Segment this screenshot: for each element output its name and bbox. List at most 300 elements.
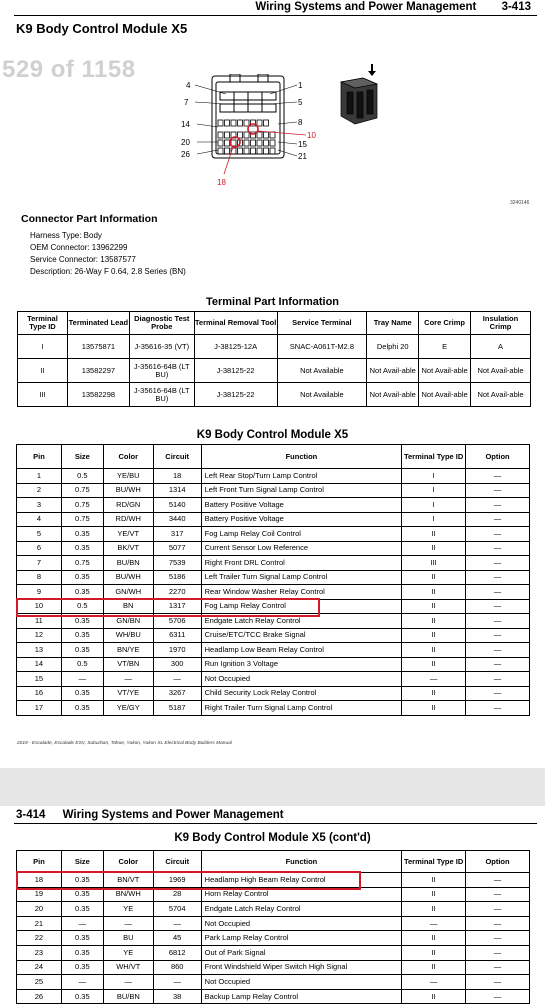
table-cell: 5187 <box>153 701 201 716</box>
table-cell: 16 <box>17 686 62 701</box>
table-cell: 0.35 <box>61 931 103 946</box>
connector-part-info-title: Connector Part Information <box>21 213 158 225</box>
column-header: Circuit <box>153 851 201 873</box>
terminal-part-info-table <box>17 311 531 407</box>
table-cell: 0.35 <box>61 527 103 542</box>
table-row <box>17 902 530 917</box>
table-cell: BN/VT <box>103 873 153 888</box>
connector-label-4: 4 <box>186 81 191 90</box>
table-cell: VT/YE <box>103 686 153 701</box>
table-cell: I <box>402 498 466 513</box>
connector-cavity <box>218 148 223 154</box>
table-cell: A <box>471 335 531 359</box>
table-cell: — <box>466 570 530 585</box>
table-cell: RD/WH <box>103 512 153 527</box>
connector-label-18: 18 <box>217 178 226 187</box>
table-cell: 0.35 <box>61 887 103 902</box>
table-cell: 6812 <box>153 945 201 960</box>
table-cell: 15 <box>17 672 62 687</box>
page-header <box>14 0 537 16</box>
table-cell: — <box>466 916 530 931</box>
table-cell: BU/WH <box>103 483 153 498</box>
table-cell: 860 <box>153 960 201 975</box>
table-cell: 4 <box>17 512 62 527</box>
table-cell: — <box>466 701 530 716</box>
connector-cavity <box>264 148 269 154</box>
page-gap <box>0 768 545 806</box>
table-cell: Rear Window Washer Relay Control <box>201 585 402 600</box>
table-cell: II <box>402 599 466 614</box>
table-cell: — <box>103 672 153 687</box>
table-cell: 0.35 <box>61 570 103 585</box>
table-cell: 23 <box>17 945 62 960</box>
table-cell: Not Avail-able <box>367 359 419 383</box>
table-cell: — <box>466 469 530 484</box>
page-counter-watermark: 529 of 1158 <box>2 56 136 83</box>
table-cell: Battery Positive Voltage <box>201 512 402 527</box>
table-cell: 14 <box>17 657 62 672</box>
column-header: Color <box>103 445 153 469</box>
table-cell: RD/GN <box>103 498 153 513</box>
table-cell: II <box>402 570 466 585</box>
table-cell: J-38125-22 <box>194 359 277 383</box>
connector-cavity <box>238 132 243 138</box>
table-cell: — <box>402 975 466 990</box>
column-header: Terminal Removal Tool <box>194 312 277 335</box>
figure-id: 3240146 <box>510 200 530 206</box>
table-cell: 5077 <box>153 541 201 556</box>
table-cell: — <box>466 672 530 687</box>
table-cell: 13582297 <box>67 359 129 383</box>
table-cell: J-35616-64B (LT BU) <box>129 383 194 407</box>
table-cell: — <box>61 916 103 931</box>
table-cell: 26 <box>17 989 62 1004</box>
table-cell: J-35616-64B (LT BU) <box>129 359 194 383</box>
column-header: Pin <box>17 445 62 469</box>
table-cell: Left Trailer Turn Signal Lamp Control <box>201 570 402 585</box>
table-row <box>17 599 530 614</box>
table-cell: Left Front Turn Signal Lamp Control <box>201 483 402 498</box>
table-cell: II <box>402 643 466 658</box>
service-connector: Service Connector: 13587577 <box>30 255 136 264</box>
table-cell: YE <box>103 945 153 960</box>
table-cell: 0.35 <box>61 541 103 556</box>
table-cell: — <box>466 902 530 917</box>
table-cell: III <box>402 556 466 571</box>
table-cell: Not Available <box>277 383 367 407</box>
table-cell: — <box>153 975 201 990</box>
table-cell: J-35616-35 (VT) <box>129 335 194 359</box>
table-cell: Not Occupied <box>201 916 402 931</box>
table-cell: — <box>466 541 530 556</box>
table-cell: Run Ignition 3 Voltage <box>201 657 402 672</box>
table-row <box>17 585 530 600</box>
table-cell: — <box>466 556 530 571</box>
connector-cavity <box>270 140 275 146</box>
table-cell: 8 <box>17 570 62 585</box>
table-cell: II <box>402 989 466 1004</box>
table-cell: 5186 <box>153 570 201 585</box>
connector-cavity <box>264 120 269 126</box>
connector-cavity <box>238 148 243 154</box>
column-header: Size <box>61 851 103 873</box>
table-cell: 0.5 <box>61 657 103 672</box>
table-row <box>17 483 530 498</box>
table-cell: YE/BU <box>103 469 153 484</box>
connector-label-8: 8 <box>298 118 303 127</box>
table-cell: Park Lamp Relay Control <box>201 931 402 946</box>
table-row <box>17 512 530 527</box>
connector-face-diagram <box>170 74 320 194</box>
table-cell: II <box>402 945 466 960</box>
column-header: Insulation Crimp <box>471 312 531 335</box>
table-cell: II <box>402 887 466 902</box>
column-header: Terminal Type ID <box>18 312 68 335</box>
table-cell: 0.35 <box>61 945 103 960</box>
table-cell: Headlamp High Beam Relay Control <box>201 873 402 888</box>
table-cell: BU <box>103 931 153 946</box>
table-cell: BN/WH <box>103 887 153 902</box>
table-cell: 18 <box>17 873 62 888</box>
table-cell: — <box>466 614 530 629</box>
table-cell: 38 <box>153 989 201 1004</box>
table-cell: Child Security Lock Relay Control <box>201 686 402 701</box>
pin-table-continued <box>16 850 530 1004</box>
table-row <box>18 335 531 359</box>
table-cell: 24 <box>17 960 62 975</box>
header-page-number: 3-413 <box>501 1 531 13</box>
table-cell: — <box>466 975 530 990</box>
table-cell: — <box>466 585 530 600</box>
table-cell: Delphi 20 <box>367 335 419 359</box>
table-cell: — <box>466 989 530 1004</box>
table-cell: 0.35 <box>61 614 103 629</box>
manual-page-3-414 <box>0 806 545 1007</box>
column-header: Terminated Lead <box>67 312 129 335</box>
table-row <box>17 686 530 701</box>
column-header: Diagnostic Test Probe <box>129 312 194 335</box>
table-cell: Fog Lamp Relay Coil Control <box>201 527 402 542</box>
table-cell: 3440 <box>153 512 201 527</box>
table-cell: 2270 <box>153 585 201 600</box>
table-cell: BN <box>103 599 153 614</box>
table-row <box>17 945 530 960</box>
table-cell: 7 <box>17 556 62 571</box>
connector-label-26: 26 <box>181 150 190 159</box>
column-header: Function <box>201 445 402 469</box>
table-cell: Horn Relay Control <box>201 887 402 902</box>
table-cell: — <box>466 628 530 643</box>
connector-cavity <box>218 132 223 138</box>
table-cell: 0.35 <box>61 960 103 975</box>
table-row <box>17 960 530 975</box>
table-cell: 11 <box>17 614 62 629</box>
table-cell: 2 <box>17 483 62 498</box>
table-cell: 17 <box>17 701 62 716</box>
column-header: Size <box>61 445 103 469</box>
table-cell: 1970 <box>153 643 201 658</box>
table-cell: BN/YE <box>103 643 153 658</box>
table-cell: — <box>402 672 466 687</box>
header-page-number: 3-414 <box>16 809 46 821</box>
column-header: Tray Name <box>367 312 419 335</box>
column-header: Option <box>466 851 530 873</box>
pin-table-title: K9 Body Control Module X5 (cont'd) <box>174 832 371 844</box>
connector-cavity <box>244 148 249 154</box>
table-cell: 0.35 <box>61 585 103 600</box>
table-row <box>17 541 530 556</box>
connector-cavity <box>225 120 230 126</box>
table-row <box>17 701 530 716</box>
table-cell: 0.5 <box>61 599 103 614</box>
table-cell: 1317 <box>153 599 201 614</box>
table-cell: 10 <box>17 599 62 614</box>
terminal-part-info-title: Terminal Part Information <box>205 296 340 308</box>
column-header: Option <box>466 445 530 469</box>
table-cell: 1314 <box>153 483 201 498</box>
table-cell: 0.35 <box>61 686 103 701</box>
connector-cavity <box>225 148 230 154</box>
table-cell: Cruise/ETC/TCC Brake Signal <box>201 628 402 643</box>
table-cell: BU/WH <box>103 570 153 585</box>
table-cell: I <box>402 512 466 527</box>
connector-label-14: 14 <box>181 120 190 129</box>
page-title: K9 Body Control Module X5 <box>16 21 188 36</box>
column-header: Service Terminal <box>277 312 367 335</box>
connector-cavity <box>218 120 223 126</box>
table-cell: 12 <box>17 628 62 643</box>
connector-cavity <box>257 132 262 138</box>
insertion-arrow-icon <box>368 64 376 76</box>
table-cell: — <box>153 916 201 931</box>
oem-connector: OEM Connector: 13962299 <box>30 243 128 252</box>
table-cell: 13 <box>17 643 62 658</box>
table-cell: — <box>466 887 530 902</box>
table-cell: 0.35 <box>61 701 103 716</box>
table-cell: YE <box>103 902 153 917</box>
table-header-row <box>18 312 531 335</box>
table-row <box>17 975 530 990</box>
connector-cavity <box>225 140 230 146</box>
pin-table-title: K9 Body Control Module X5 <box>196 429 349 441</box>
connector-cavity <box>225 132 230 138</box>
table-cell: Battery Positive Voltage <box>201 498 402 513</box>
table-row <box>17 887 530 902</box>
table-cell: 1 <box>17 469 62 484</box>
column-header: Core Crimp <box>419 312 471 335</box>
table-cell: 0.75 <box>61 498 103 513</box>
connector-cavity <box>238 120 243 126</box>
table-cell: 6 <box>17 541 62 556</box>
table-cell: 5 <box>17 527 62 542</box>
table-cell: 3 <box>17 498 62 513</box>
connector-label-15: 15 <box>298 140 307 149</box>
table-cell: 13575871 <box>67 335 129 359</box>
connector-cavity <box>231 120 236 126</box>
table-cell: 0.5 <box>61 469 103 484</box>
connector-cavity <box>251 140 256 146</box>
table-cell: GN/BN <box>103 614 153 629</box>
table-cell: Not Occupied <box>201 975 402 990</box>
table-cell: I <box>18 335 68 359</box>
table-row <box>17 556 530 571</box>
table-cell: — <box>466 931 530 946</box>
table-cell: 0.35 <box>61 643 103 658</box>
table-cell: — <box>153 672 201 687</box>
table-row <box>17 527 530 542</box>
column-header: Pin <box>17 851 62 873</box>
table-row <box>17 657 530 672</box>
table-row <box>17 498 530 513</box>
table-cell: GN/WH <box>103 585 153 600</box>
connector-label-10: 10 <box>307 131 316 140</box>
table-cell: — <box>61 672 103 687</box>
table-cell: II <box>402 541 466 556</box>
table-cell: — <box>466 873 530 888</box>
table-cell: — <box>466 527 530 542</box>
table-cell: 0.35 <box>61 628 103 643</box>
table-row <box>17 916 530 931</box>
table-cell: II <box>402 614 466 629</box>
table-cell: J-38125-12A <box>194 335 277 359</box>
table-row <box>17 643 530 658</box>
column-header: Function <box>201 851 402 873</box>
table-cell: 28 <box>153 887 201 902</box>
connector-label-5: 5 <box>298 98 303 107</box>
table-cell: I <box>402 469 466 484</box>
table-cell: Not Avail-able <box>419 383 471 407</box>
table-cell: 317 <box>153 527 201 542</box>
connector-side-view-diagram <box>333 62 383 128</box>
connector-label-7: 7 <box>184 98 189 107</box>
connector-description: Description: 26-Way F 0.64, 2.8 Series (BN) <box>30 267 186 276</box>
table-cell: II <box>402 585 466 600</box>
connector-cavity <box>244 120 249 126</box>
table-row <box>17 628 530 643</box>
table-cell: 19 <box>17 887 62 902</box>
table-cell: — <box>402 916 466 931</box>
column-header: Terminal Type ID <box>402 445 466 469</box>
connector-cavity <box>270 148 275 154</box>
table-cell: 0.35 <box>61 873 103 888</box>
table-row <box>17 989 530 1004</box>
table-cell: — <box>466 498 530 513</box>
table-cell: WH/VT <box>103 960 153 975</box>
connector-cavity <box>257 120 262 126</box>
connector-cavity <box>270 132 275 138</box>
table-cell: II <box>402 873 466 888</box>
table-cell: 0.75 <box>61 512 103 527</box>
column-header: Terminal Type ID <box>402 851 466 873</box>
table-cell: 18 <box>153 469 201 484</box>
table-row <box>17 469 530 484</box>
table-cell: Headlamp Low Beam Relay Control <box>201 643 402 658</box>
table-cell: WH/BU <box>103 628 153 643</box>
table-header-row <box>17 851 530 873</box>
table-cell: — <box>466 960 530 975</box>
table-cell: Not Avail-able <box>367 383 419 407</box>
connector-cavity <box>244 132 249 138</box>
table-cell: 20 <box>17 902 62 917</box>
table-cell: — <box>466 512 530 527</box>
connector-cavity <box>264 140 269 146</box>
pin-table <box>16 444 530 716</box>
table-cell: II <box>402 527 466 542</box>
header-section: Wiring Systems and Power Management <box>255 1 477 13</box>
table-cell: Fog Lamp Relay Control <box>201 599 402 614</box>
connector-label-21: 21 <box>298 152 307 161</box>
table-cell: II <box>402 960 466 975</box>
table-cell: BU/BN <box>103 556 153 571</box>
page-footer: 2019 - Escalade, Escalade ESV, Suburban, Tahoe, Yukon, Yukon XL Electrical Body Builders Manual <box>17 741 232 746</box>
table-cell: BU/BN <box>103 989 153 1004</box>
table-cell: II <box>402 657 466 672</box>
table-cell: 0.35 <box>61 902 103 917</box>
table-cell: — <box>466 657 530 672</box>
table-cell: 22 <box>17 931 62 946</box>
table-cell: II <box>402 686 466 701</box>
table-cell: II <box>402 931 466 946</box>
table-cell: Front Windshield Wiper Switch High Signal <box>201 960 402 975</box>
table-cell: 9 <box>17 585 62 600</box>
table-cell: — <box>466 643 530 658</box>
table-cell: 6311 <box>153 628 201 643</box>
table-cell: 5704 <box>153 902 201 917</box>
table-cell: — <box>466 599 530 614</box>
table-cell: 5140 <box>153 498 201 513</box>
table-cell: YE/VT <box>103 527 153 542</box>
table-cell: Not Available <box>277 359 367 383</box>
table-cell: 300 <box>153 657 201 672</box>
table-cell: Backup Lamp Relay Control <box>201 989 402 1004</box>
table-cell: E <box>419 335 471 359</box>
table-cell: Endgate Latch Relay Control <box>201 614 402 629</box>
table-cell: II <box>402 628 466 643</box>
table-cell: I <box>402 483 466 498</box>
connector-cavity <box>257 140 262 146</box>
table-cell: 3267 <box>153 686 201 701</box>
connector-cavity <box>218 140 223 146</box>
page-header <box>14 808 537 824</box>
connector-label-20: 20 <box>181 138 190 147</box>
connector-cavity <box>257 148 262 154</box>
table-cell: II <box>18 359 68 383</box>
table-cell: BK/VT <box>103 541 153 556</box>
table-row <box>18 359 531 383</box>
table-cell: Not Avail-able <box>471 359 531 383</box>
table-row <box>17 873 530 888</box>
table-cell: Left Rear Stop/Turn Lamp Control <box>201 469 402 484</box>
table-cell: — <box>103 975 153 990</box>
table-cell: 0.35 <box>61 989 103 1004</box>
table-cell: 45 <box>153 931 201 946</box>
table-cell: Not Occupied <box>201 672 402 687</box>
table-cell: Right Trailer Turn Signal Lamp Control <box>201 701 402 716</box>
table-cell: VT/BN <box>103 657 153 672</box>
table-cell: — <box>466 945 530 960</box>
table-cell: 1969 <box>153 873 201 888</box>
table-cell: III <box>18 383 68 407</box>
table-row <box>17 614 530 629</box>
table-cell: Current Sensor Low Reference <box>201 541 402 556</box>
connector-cavity <box>244 140 249 146</box>
table-cell: YE/GY <box>103 701 153 716</box>
table-row <box>17 931 530 946</box>
column-header: Color <box>103 851 153 873</box>
table-cell: Out of Park Signal <box>201 945 402 960</box>
table-cell: 21 <box>17 916 62 931</box>
table-cell: Right Front DRL Control <box>201 556 402 571</box>
